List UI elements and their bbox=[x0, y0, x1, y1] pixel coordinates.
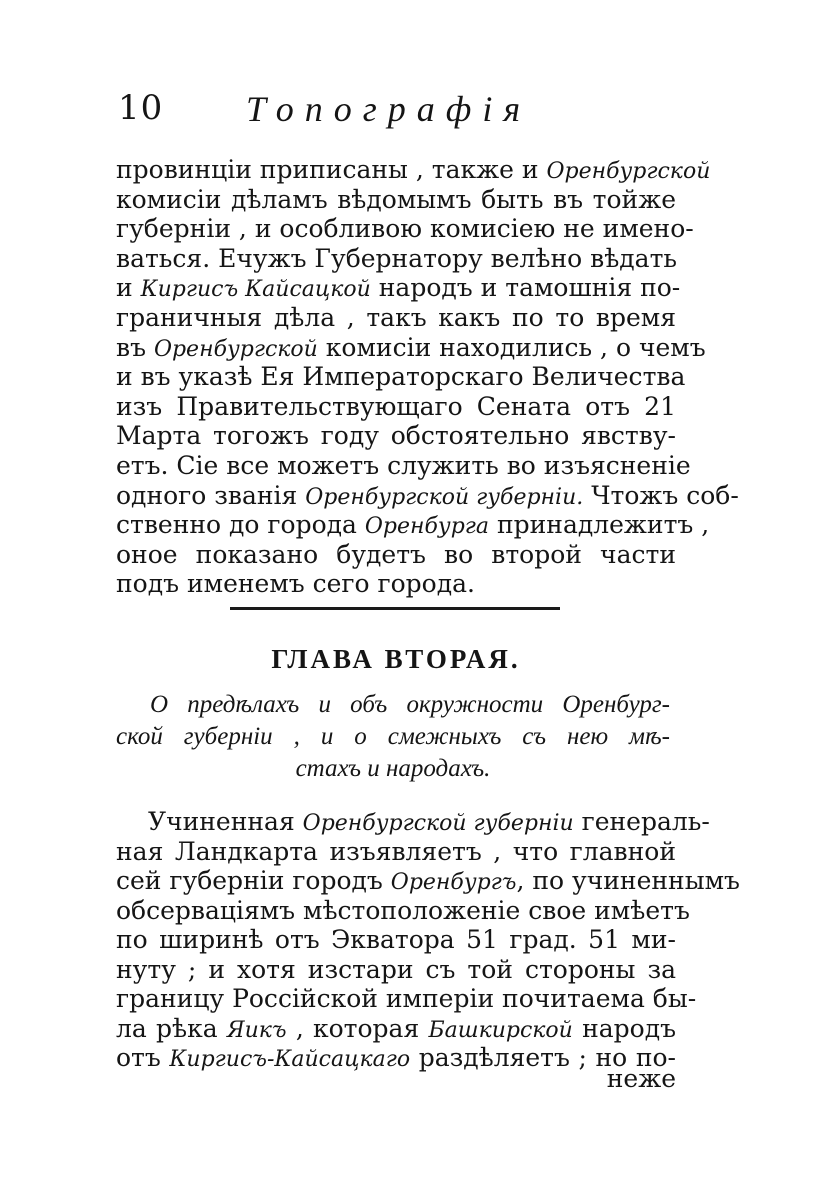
text-line bbox=[116, 272, 681, 304]
italic-text-run: Оренбургской губерніи bbox=[302, 811, 574, 836]
text-run: ваться. Ечужъ Губернатору велѣно вѣдать bbox=[116, 243, 678, 273]
text-run: сей губерніи городъ bbox=[116, 866, 391, 895]
text-run: изъ Правительствующаго Сената отъ 21 bbox=[116, 391, 676, 421]
text-run: границу Россійской имперіи почитаема бы- bbox=[116, 984, 697, 1013]
text-run: етъ. Сіе все можетъ служить во изъясненіе bbox=[116, 451, 691, 480]
italic-text-run: Яикъ bbox=[226, 1017, 287, 1043]
text-run: генераль- bbox=[573, 807, 710, 836]
text-run: Чтожъ соб- bbox=[583, 480, 739, 510]
italic-text-run: Оренбургъ bbox=[390, 870, 517, 895]
text-line bbox=[116, 924, 676, 956]
text-run: комисіи находились , о чемъ bbox=[317, 332, 706, 362]
chapter-subtitle-line: стахъ и народахъ. bbox=[295, 755, 491, 782]
text-run: народъ и тамошнія по- bbox=[370, 273, 681, 303]
text-run: губерніи , и особливою комисіею не имено- bbox=[116, 214, 694, 244]
text-line bbox=[116, 539, 676, 571]
text-run: нуту ; и хотя изстари съ той стороны за bbox=[116, 954, 676, 984]
text-run: по ширинѣ отъ Экватора 51 град. 51 ми- bbox=[116, 925, 676, 954]
text-line bbox=[148, 806, 710, 838]
text-line bbox=[116, 954, 676, 986]
chapter-heading: ГЛАВА ВТОРАЯ. bbox=[271, 644, 521, 674]
text-line bbox=[116, 420, 676, 452]
text-line bbox=[116, 895, 690, 927]
text-run: и въ указѣ Ея Императорскаго Величества bbox=[116, 362, 686, 392]
text-line bbox=[116, 213, 694, 245]
text-line bbox=[116, 332, 706, 364]
italic-text-run: Оренбурга bbox=[364, 514, 490, 540]
text-run: народъ bbox=[572, 1013, 676, 1043]
text-line bbox=[116, 480, 739, 512]
text-line bbox=[116, 184, 676, 216]
text-line bbox=[116, 1013, 676, 1045]
text-run: обсервацiямъ мѣстоположеніе свое имѣетъ bbox=[116, 895, 690, 925]
text-run: ственно до города bbox=[116, 510, 365, 540]
text-run: принадлежитъ , bbox=[489, 510, 710, 540]
text-line bbox=[116, 450, 691, 482]
text-run: одного званія bbox=[116, 480, 306, 510]
italic-text-run: Киргисъ-Кайсацкаго bbox=[169, 1047, 411, 1072]
text-run: граничныя дѣла , такъ какъ по то время bbox=[116, 303, 676, 332]
section-divider-rule bbox=[230, 607, 560, 610]
italic-text-run: Оренбургской bbox=[153, 336, 318, 362]
text-line bbox=[116, 302, 676, 334]
text-line bbox=[116, 509, 710, 541]
italic-text-run: Башкирской bbox=[428, 1017, 573, 1043]
text-line bbox=[116, 391, 676, 423]
running-title: Топографія bbox=[246, 89, 532, 129]
text-run: оное показано будетъ во второй части bbox=[116, 539, 676, 569]
running-head bbox=[118, 88, 678, 136]
text-line bbox=[116, 983, 697, 1015]
text-line bbox=[116, 243, 676, 275]
text-run: раздѣляетъ ; но по- bbox=[410, 1043, 676, 1072]
catchword: неже bbox=[606, 1064, 676, 1093]
italic-text-run: Киргисъ Кайсацкой bbox=[140, 277, 371, 303]
text-run: , по учиненнымъ bbox=[516, 866, 740, 895]
text-run: , которая bbox=[286, 1013, 429, 1043]
text-line bbox=[116, 154, 711, 186]
text-run: въ bbox=[116, 332, 154, 362]
italic-text-run: Оренбургской губерніи. bbox=[305, 484, 584, 510]
text-run: провинціи приписаны , также и bbox=[116, 155, 547, 184]
text-run: подъ именемъ сего города. bbox=[116, 569, 475, 599]
text-line bbox=[116, 568, 676, 600]
text-line bbox=[116, 361, 686, 393]
text-run: Учиненная bbox=[148, 807, 303, 836]
text-run: комисіи дѣламъ вѣдомымъ быть въ тойже bbox=[116, 184, 676, 214]
text-run: ная Ландкарта изъявляетъ , что главной bbox=[116, 836, 676, 866]
text-run: ла рѣка bbox=[116, 1013, 227, 1043]
text-run: и bbox=[116, 273, 141, 303]
text-run: отъ bbox=[116, 1043, 170, 1072]
text-line bbox=[116, 865, 740, 897]
text-run: Марта тогожъ году обстоятельно явству- bbox=[116, 421, 676, 451]
chapter-subtitle-line: ской губерніи , и о смежныхъ съ нею мѣ- bbox=[116, 723, 670, 750]
text-line bbox=[116, 836, 676, 868]
page-number: 10 bbox=[118, 88, 164, 128]
chapter-subtitle-line: О предѣлахъ и объ окружности Оренбург- bbox=[150, 691, 670, 718]
italic-text-run: Оренбургской bbox=[546, 159, 711, 184]
